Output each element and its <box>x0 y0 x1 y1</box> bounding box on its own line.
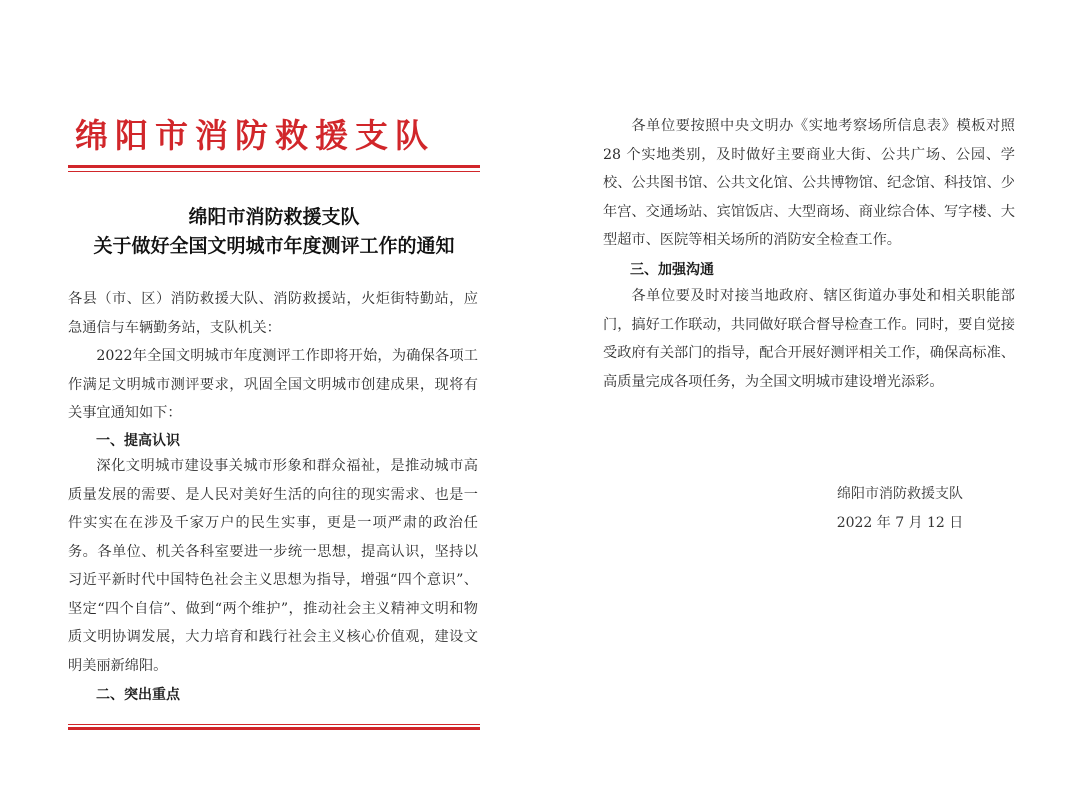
letterhead-divider-thin <box>68 171 480 172</box>
notice-title-line1: 绵阳市消防救援支队 <box>188 206 360 228</box>
letterhead-title: 绵阳市消防救援支队 <box>75 116 435 155</box>
footer-divider-thin <box>68 724 480 725</box>
signature-date: 2022 年 7 月 12 日 <box>836 515 964 531</box>
document-page-right <box>540 0 1080 810</box>
letterhead-divider-thick <box>68 165 480 168</box>
section-body-2: 各单位要按照中央文明办《实地考察场所信息表》模板对照 28 个实地类别，及时做好主要商业大街、公共广场、公园、学校、公共图书馆、公共文化馆、公共博物馆、纪念馆、科技馆、少年宫、交通场站、宾馆饭店、大型商场、商业综合体、写字楼、大型超市、医院等相关场所的消防安全检查工作。 <box>603 118 1015 248</box>
section-body-3: 各单位要及时对接当地政府、辖区街道办事处和相关职能部门，搞好工作联动，共同做好联合督导检查工作。同时，要自觉接受政府有关部门的指导，配合开展好测评相关工作，确保高标准、高质量完成各项任务，为全国文明城市建设增光添彩。 <box>603 288 1015 390</box>
notice-title-line2: 关于做好全国文明城市年度测评工作的通知 <box>93 235 455 257</box>
signature: 绵阳市消防救援支队 <box>837 486 963 502</box>
footer-divider-thick <box>68 727 480 730</box>
section-heading-3: 三、加强沟通 <box>630 262 714 278</box>
section-heading-2: 二、突出重点 <box>96 687 180 703</box>
intro-paragraph: 2022年全国文明城市年度测评工作即将开始，为确保各项工作满足文明城市测评要求，巩固全国文明城市创建成果，现将有关事宜通知如下： <box>68 348 478 421</box>
section-body-1: 深化文明城市建设事关城市形象和群众福祉，是推动城市高质量发展的需要、是人民对美好生活的向往的现实需求、也是一件实实在在涉及千家万户的民生实事，更是一项严肃的政治任务。各单位、机关各科室要进一步统一思想，提高认识，坚持以习近平新时代中国特色社会主义思想为指导，增强“四个意识”、坚定“四个自信”、做到“两个维护”，推动社会主义精神文明和物质文明协调发展，大力培育和践行社会主义核心价值观，建设文明美丽新绵阳。 <box>68 458 478 674</box>
addressee-paragraph: 各县（市、区）消防救援大队、消防救援站，火炬街特勤站，应急通信与车辆勤务站，支队机关： <box>68 291 478 336</box>
section-heading-1: 一、提高认识 <box>96 433 180 449</box>
